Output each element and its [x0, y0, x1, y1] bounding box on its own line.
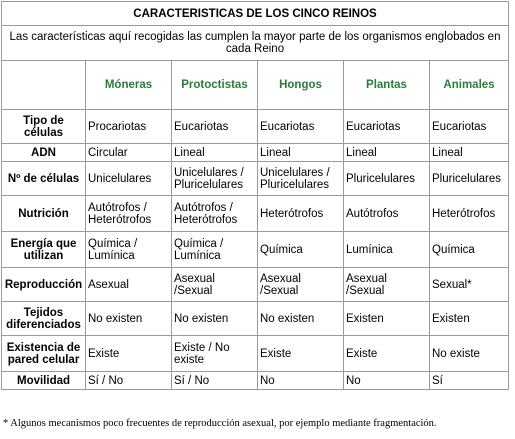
kingdoms-table — [1, 1, 509, 390]
table-cell: Existen — [430, 302, 509, 336]
table-intro: Las características aquí recogidas las cumplen la mayor parte de los organismos englobados en cada Reino — [2, 26, 509, 61]
table-cell: Circular — [86, 144, 172, 162]
table-cell: Química — [430, 232, 509, 268]
table-cell: Existe — [86, 336, 172, 372]
table-cell: Sí / No — [172, 372, 258, 390]
table-cell: Lineal — [430, 144, 509, 162]
row-label: Nº de células — [2, 162, 86, 196]
table-cell: Eucariotas — [344, 110, 430, 144]
row-label: Tejidos diferenciados — [2, 302, 86, 336]
table-row — [2, 144, 509, 162]
row-label: Reproducción — [2, 268, 86, 302]
table-cell: Autótrofos / Heterótrofos — [86, 196, 172, 232]
table-row — [2, 196, 509, 232]
table-cell: Química / Lumínica — [86, 232, 172, 268]
table-cell: No — [344, 372, 430, 390]
table-cell: Asexual — [86, 268, 172, 302]
table-cell: Pluricelulares — [430, 162, 509, 196]
table-cell: Heterótrofos — [430, 196, 509, 232]
header-corner — [2, 61, 86, 110]
table-row — [2, 302, 509, 336]
table-cell: Lineal — [172, 144, 258, 162]
table-cell: Sí / No — [86, 372, 172, 390]
column-header-moneras: Móneras — [86, 61, 172, 110]
table-cell: Eucariotas — [172, 110, 258, 144]
row-label: Movilidad — [2, 372, 86, 390]
table-cell: Existen — [344, 302, 430, 336]
table-cell: Química / Lumínica — [172, 232, 258, 268]
table-cell: Existe — [258, 336, 344, 372]
table-cell: Asexual /Sexual — [258, 268, 344, 302]
table-cell: No existen — [172, 302, 258, 336]
table-cell: Sí — [430, 372, 509, 390]
table-cell: Unicelulares / Pluricelulares — [258, 162, 344, 196]
row-label: Energía que utilizan — [2, 232, 86, 268]
table-cell: Unicelulares — [86, 162, 172, 196]
table-cell: No existen — [86, 302, 172, 336]
column-header-animales: Animales — [430, 61, 509, 110]
table-cell: Química — [258, 232, 344, 268]
table-cell: Existe — [344, 336, 430, 372]
table-cell: Lumínica — [344, 232, 430, 268]
table-cell: No — [258, 372, 344, 390]
table-row — [2, 110, 509, 144]
table-row — [2, 268, 509, 302]
table-cell: Pluricelulares — [344, 162, 430, 196]
row-label: ADN — [2, 144, 86, 162]
table-cell: Eucariotas — [430, 110, 509, 144]
table-cell: Procariotas — [86, 110, 172, 144]
table-cell: Lineal — [344, 144, 430, 162]
table-cell: Asexual /Sexual — [172, 268, 258, 302]
table-cell: Lineal — [258, 144, 344, 162]
column-header-plantas: Plantas — [344, 61, 430, 110]
table-row — [2, 372, 509, 390]
table-cell: Eucariotas — [258, 110, 344, 144]
row-label: Nutrición — [2, 196, 86, 232]
table-row — [2, 162, 509, 196]
table-title: CARACTERISTICAS DE LOS CINCO REINOS — [2, 2, 509, 26]
footnote: * Algunos mecanismos poco frecuentes de reproducción asexual, por ejemplo mediante fragmentación. — [3, 418, 437, 429]
table-cell: Unicelulares / Pluricelulares — [172, 162, 258, 196]
column-header-hongos: Hongos — [258, 61, 344, 110]
table-cell: Heterótrofos — [258, 196, 344, 232]
table-row — [2, 232, 509, 268]
table-cell: Autótrofos — [344, 196, 430, 232]
row-label: Tipo de células — [2, 110, 86, 144]
table-cell: No existen — [258, 302, 344, 336]
table-cell: Asexual /Sexual — [344, 268, 430, 302]
table-cell: No existe — [430, 336, 509, 372]
table-cell: Sexual* — [430, 268, 509, 302]
table-cell: Autótrofos / Heterótrofos — [172, 196, 258, 232]
table-row — [2, 336, 509, 372]
row-label: Existencia de pared celular — [2, 336, 86, 372]
column-header-protoctistas: Protoctistas — [172, 61, 258, 110]
table-cell: Existe / No existe — [172, 336, 258, 372]
